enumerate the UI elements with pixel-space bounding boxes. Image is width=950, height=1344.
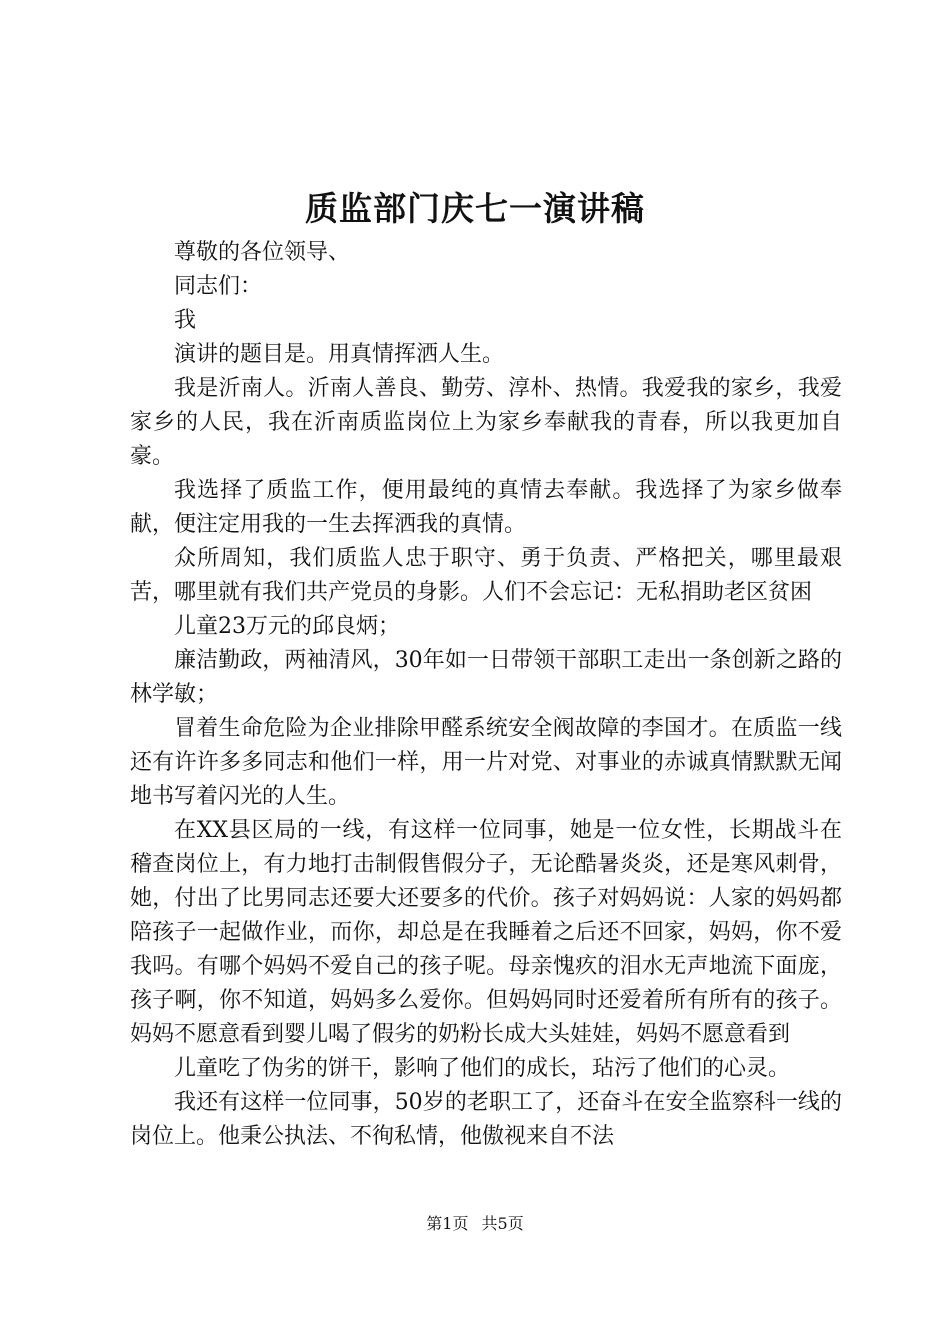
paragraph: 我还有这样一位同事，50岁的老职工了，还奋斗在安全监察科一线的岗位上。他秉公执法、不徇私情，他傲视来自不法 bbox=[130, 1090, 842, 1149]
paragraph: 儿童23万元的邱良炳； bbox=[174, 614, 400, 639]
page-number: 第1页 bbox=[426, 1214, 469, 1233]
paragraph: 演讲的题目是。用真情挥洒人生。 bbox=[174, 342, 505, 367]
paragraph: 尊敬的各位领导、 bbox=[174, 240, 351, 265]
paragraph: 在XX县区局的一线，有这样一位同事，她是一位女性，长期战斗在稽查岗位上，有力地打击制假售假分子，无论酷暑炎炎，还是寒风刺骨，她，付出了比男同志还要大还要多的代价。孩子对妈妈说：人家的妈妈都陪孩子一起做作业，而你，却总是在我睡着之后还不回家，妈妈，你不爱我吗。有哪个妈妈不爱自己的孩子呢。母亲愧疚的泪水无声地流下面庞，孩子啊，你不知道，妈妈多么爱你。但妈妈同时还爱着所有所有的孩子。妈妈不愿意看到婴儿喝了假劣的奶粉长成大头娃娃，妈妈不愿意看到 bbox=[130, 818, 842, 1047]
document-body bbox=[130, 236, 842, 1154]
page-footer bbox=[0, 1212, 950, 1236]
paragraph: 我是沂南人。沂南人善良、勤劳、淳朴、热情。我爱我的家乡，我爱家乡的人民，我在沂南质监岗位上为家乡奉献我的青春，所以我更加自豪。 bbox=[130, 376, 842, 469]
paragraph: 众所周知，我们质监人忠于职守、勇于负责、严格把关，哪里最艰苦，哪里就有我们共产党员的身影。人们不会忘记：无私捐助老区贫困 bbox=[130, 546, 842, 605]
page-total: 共5页 bbox=[481, 1214, 524, 1233]
paragraph: 我选择了质监工作，便用最纯的真情去奉献。我选择了为家乡做奉献，便注定用我的一生去挥洒我的真情。 bbox=[130, 478, 842, 537]
paragraph: 冒着生命危险为企业排除甲醛系统安全阀故障的李国才。在质监一线还有许许多多同志和他们一样，用一片对党、对事业的赤诚真情默默无闻地书写着闪光的人生。 bbox=[130, 716, 842, 809]
paragraph: 我 bbox=[174, 308, 197, 333]
paragraph: 同志们： bbox=[174, 274, 263, 299]
paragraph: 廉洁勤政，两袖清风，30年如一日带领干部职工走出一条创新之路的林学敏； bbox=[130, 648, 842, 707]
document-title: 质监部门庆七一演讲稿 bbox=[305, 189, 645, 228]
paragraph: 儿童吃了伪劣的饼干，影响了他们的成长，玷污了他们的心灵。 bbox=[174, 1056, 791, 1081]
